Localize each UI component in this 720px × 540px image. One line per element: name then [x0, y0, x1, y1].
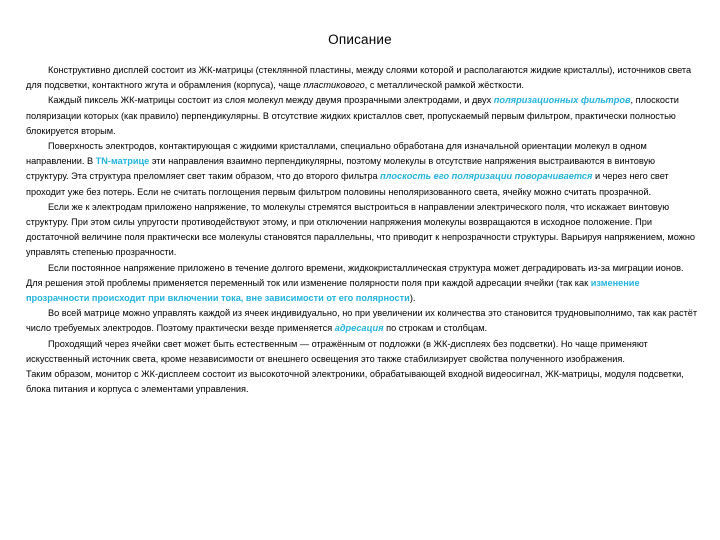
hyperlink-run[interactable]: плоскость его поляризации поворачивается: [380, 171, 593, 182]
text-run: по строкам и столбцам.: [383, 323, 488, 334]
paragraph-p4: [26, 200, 698, 261]
hyperlink-run[interactable]: адресация: [334, 323, 384, 334]
slide-body-text: [26, 63, 698, 397]
paragraph-p8: [26, 367, 698, 397]
text-run: ).: [409, 293, 416, 304]
text-run: Каждый пиксель ЖК-матрицы состоит из слоя молекул между двумя прозрачными электродами, и двух: [48, 95, 494, 106]
paragraph-p1: [26, 63, 698, 93]
text-run: Если постоянное напряжение приложено в течение долгого времени, жидкокристаллическая структура может деградировать из-за миграции ионов. Для решения этой проблемы применяется переменный ток или изменение полярности поля при каждой адресации ячейки (так как: [26, 262, 684, 288]
hyperlink-run[interactable]: поляризационных фильтров: [493, 95, 631, 106]
paragraph-p3: [26, 139, 698, 200]
text-run: Проходящий через ячейки свет может быть естественным — отражённым от подложки (в ЖК-дисплеях без подсветки). Но чаще применяют искусственный источник света, кроме независимости от внешнего освещения это также стабилизирует свойства полученного изображения.: [26, 338, 648, 364]
page-title: Описание: [328, 32, 392, 47]
paragraph-p2: [26, 93, 698, 139]
text-run: , плоскости поляризации которых (как правило) перпендикулярны. В отсутствие жидких кристаллов свет, пропускаемый первым фильтром, практически полностью блокируется вторым.: [26, 95, 679, 136]
hyperlink-run[interactable]: изменение прозрачности происходит при включении тока, вне зависимости от его полярности: [26, 277, 640, 304]
text-run: , с металлической рамкой жёсткости.: [364, 80, 524, 91]
hyperlink-run[interactable]: TN-матрице: [95, 156, 150, 167]
text-run: эти направления взаимно перпендикулярны, поэтому молекулы в отсутствие напряжения выстраиваются в винтовую структуру. Эта структура преломляет свет таким образом, что до второго фильтра: [26, 156, 656, 182]
text-run: Конструктивно дисплей состоит из ЖК-матрицы (стеклянной пластины, между слоями которой и располагаются жидкие кристаллы), источников света для подсветки, контактного жгута и обрамления (корпуса), чаще: [26, 65, 692, 91]
text-run: Во всей матрице можно управлять каждой из ячеек индивидуально, но при увеличении их количества это становится трудновыполнимо, так как растёт число требуемых электродов. Поэтому практически везде применяется: [26, 308, 698, 334]
paragraph-p7: [26, 337, 698, 367]
paragraph-p5: [26, 261, 698, 307]
text-run: Если же к электродам приложено напряжение, то молекулы стремятся выстроиться в направлении электрического поля, что искажает винтовую структуру. При этом силы упругости противодействуют этому, и при отключении напряжения молекулы возвращаются в исходное положение. При достаточной величине поля практически все молекулы становятся параллельны, что приводит к непрозрачности структуры. Варьируя напряжением, можно управлять степенью прозрачности.: [26, 201, 696, 258]
text-run: Поверхность электродов, контактирующая с жидкими кристаллами, специально обработана для изначальной ориентации молекул в одном направлении. В: [26, 141, 647, 167]
text-run: и через него свет проходит уже без потерь. Если не считать поглощения первым фильтром половины неполяризованного света, ячейку можно считать прозрачной.: [26, 171, 669, 197]
paragraph-p6: [26, 306, 698, 336]
text-run: Таким образом, монитор с ЖК-дисплеем состоит из высокоточной электроники, обрабатывающей входной видеосигнал, ЖК-матрицы, модуля подсветки, блока питания и корпуса с элементами управления.: [26, 369, 684, 395]
emphasis-run: пластикового: [303, 80, 365, 91]
